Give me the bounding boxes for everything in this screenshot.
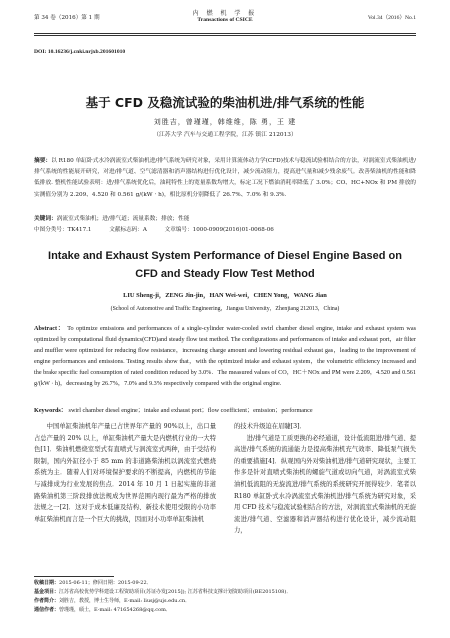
keywords-cn xyxy=(34,213,416,222)
header-rule-top xyxy=(34,33,416,34)
body-right-paragraph-2: 进/排气道是工质更换的必经通道，设计低流阻进/排气道、提高进/排气系统的流通能力是提高柴油机充气效率、降低泵气损失的重要措施[4]．纵观国内外对柴油机进/排气道研究现状，主要工作多是针对直喷式柴油机的螺旋气道或切向气道，对涡流室式柴油机低流阻的无旋流进/排气系统的系统研究开展得较少．笔者以 R180 单缸卧式水冷涡流室式柴油机进/排气系统为研究对象，采用 CFD 技术与稳流试验相结合的方法，对涡流室式柴油机的无旋流进/排气道、空滤器和消声器结构进行优化设计，减少流动阻力， xyxy=(234,434,416,535)
footnote-corresponding: 通信作者：曾瑾瑾，硕士，E-mail: 471654268@qq.com． xyxy=(34,607,171,613)
clc-number: 中图分类号：TK417.1 xyxy=(34,227,92,233)
article-number: 文章编号：1000-0909(2016)01-0068-06 xyxy=(164,227,274,233)
keywords-en xyxy=(34,405,416,414)
body-column-left: 中国单缸柴油机年产量已占世界年产量的 90%以上，出口量占总产量的 20% 以上，单缸柴油机产量大是内燃机行业的一大特色[1]．柴油机燃烧室型式有直喷式与涡流室式两种，由于受结构限制，国内外缸径小于 85 mm 的非道路柴油机以涡流室式燃烧系统为主．随着人们对环境保护要求的不断提高，内燃机的节能与减排成为行业发展的焦点．2014 年 10 月 1 日起实施的非道路柴油机第三阶段排放法规成为世界范围内现行最为严格的排放法规之一[2]．这对于成本低廉及结构、新技术使用受限的小功率单缸柴油机而言是一个巨大的挑战，因而对小功率单缸柴油机 xyxy=(34,423,216,523)
authors-en: LIU Sheng-ji，ZENG Jin-jin，HAN Wei-wei，CHEN Yong，WANG Jian xyxy=(123,292,327,299)
journal-name-cn: 内 燃 机 学 报 xyxy=(192,10,258,17)
title-en-line-1: Intake and Exhaust System Performance of Diesel Engine Based on xyxy=(48,250,402,262)
title-en xyxy=(0,247,450,283)
keywords-en-text: swirl chamber diesel engine；intake and exhaust port；flow coefficient；emission；performance xyxy=(68,407,313,414)
keywords-en-label: Keywords： xyxy=(34,407,67,414)
journal-name-en: Transactions of CSICE xyxy=(197,17,253,23)
footnote-author: 作者简介：刘胜吉，教授，博士生导师，E-mail: liusj@ujs.edu.cn． xyxy=(34,598,191,604)
footnote-funding: 基金项目：江苏省高校优势学科建设工程资助项目(苏证办发[2015]); 江苏省科技支撑计划资助项目(BE2015108)． xyxy=(34,589,292,595)
body-right-paragraph-1: 的技术升级迫在眉睫[3]． xyxy=(234,423,306,430)
abstract-en-text: To optimize emissions and performances of a single-cylinder water-cooled swirl chamber diesel engine, intake and exhaust system was optimized by computational fluid dynamics(CFD)and steady flow test method. The configurations and performances of intake and exhaust port，air filter and muffler were optimized for reducing flow resistance，increasing charge amount and lowering residual exhaust gas，leading to the improvement of engine performances and emissions. Testing results show that，with the optimized intake and exhaust system，the volumetric efficiency increased and the brake specific fuel consumption of rated condition reduced by 3.0%．The measured values of CO，HC＋NOx and PM were 2.209，4.520 and 0.561 g/(kW · h)，decreasing by 26.7%，7.0% and 9.3% respectively compared with the original engine. xyxy=(34,325,416,387)
body-column-right xyxy=(234,421,416,537)
doi-line: DOI: 10.16236/j.cnki.nrjxb.201601010 xyxy=(34,49,126,55)
footnote-received: 收稿日期：2015-06-11；修回日期：2015-09-22． xyxy=(34,580,152,586)
footnotes xyxy=(34,579,416,615)
abstract-cn-label: 摘要： xyxy=(34,158,52,164)
header-rule-bottom xyxy=(34,35,416,36)
journal-volume-left: 第 34 卷（2016）第 1 期 xyxy=(34,15,100,21)
authors-cn: 刘胜吉，曾瑾瑾，韩维维，陈 勇，王 建 xyxy=(153,118,297,126)
keywords-cn-text: 涡流室式柴油机；进/排气道；流量系数；排放；性能 xyxy=(56,216,190,222)
abstract-en-label: Abstract： xyxy=(34,325,65,332)
affiliation-en: (School of Automotive and Traffic Engineering，Jiangsu University，Zhenjiang 212013，China) xyxy=(110,306,340,312)
classification-line xyxy=(34,225,416,233)
title-en-line-2: CFD and Steady Flow Test Method xyxy=(135,268,315,280)
affiliation-cn: （江苏大学 汽车与交通工程学院，江苏 镇江 212013） xyxy=(153,132,297,138)
document-code: 文献标志码：A xyxy=(109,227,147,233)
abstract-en xyxy=(34,324,416,389)
footnote-rule xyxy=(34,576,114,577)
keywords-cn-label: 关键词： xyxy=(34,216,57,222)
journal-volume-right: Vol.34（2016）No.1 xyxy=(367,15,416,21)
running-header xyxy=(34,8,416,30)
title-cn: 基于 CFD 及稳流试验的柴油机进/排气系统的性能 xyxy=(85,95,365,110)
journal-name xyxy=(34,8,416,23)
abstract-cn xyxy=(34,156,416,201)
abstract-cn-text: 以 R180 单缸卧式水冷涡流室式柴油机进/排气系统为研究对象，采用计算流体动力学(CFD)技术与稳流试验相结合的方法，对涡流室式柴油机进/排气系统的性能展开研究，对进/排气道、空气滤清器和消声器结构进行优化设计，减少流动阻力，提高进气量和减少残余废气。改善柴油机的性能和降低排放. 整机性能试验表明：进/排气系统优化后，油耗特性上的宽量系数均增大，标定工况下燃油消耗率降低了 3.0%；CO、HC+NOx 和 PM 排放的实测值分别为 2.209、4.520 和 0.561 g/(kW · h)，相比原机分别降低了 26.7%、7.0% 和 9.3%． xyxy=(34,158,416,198)
